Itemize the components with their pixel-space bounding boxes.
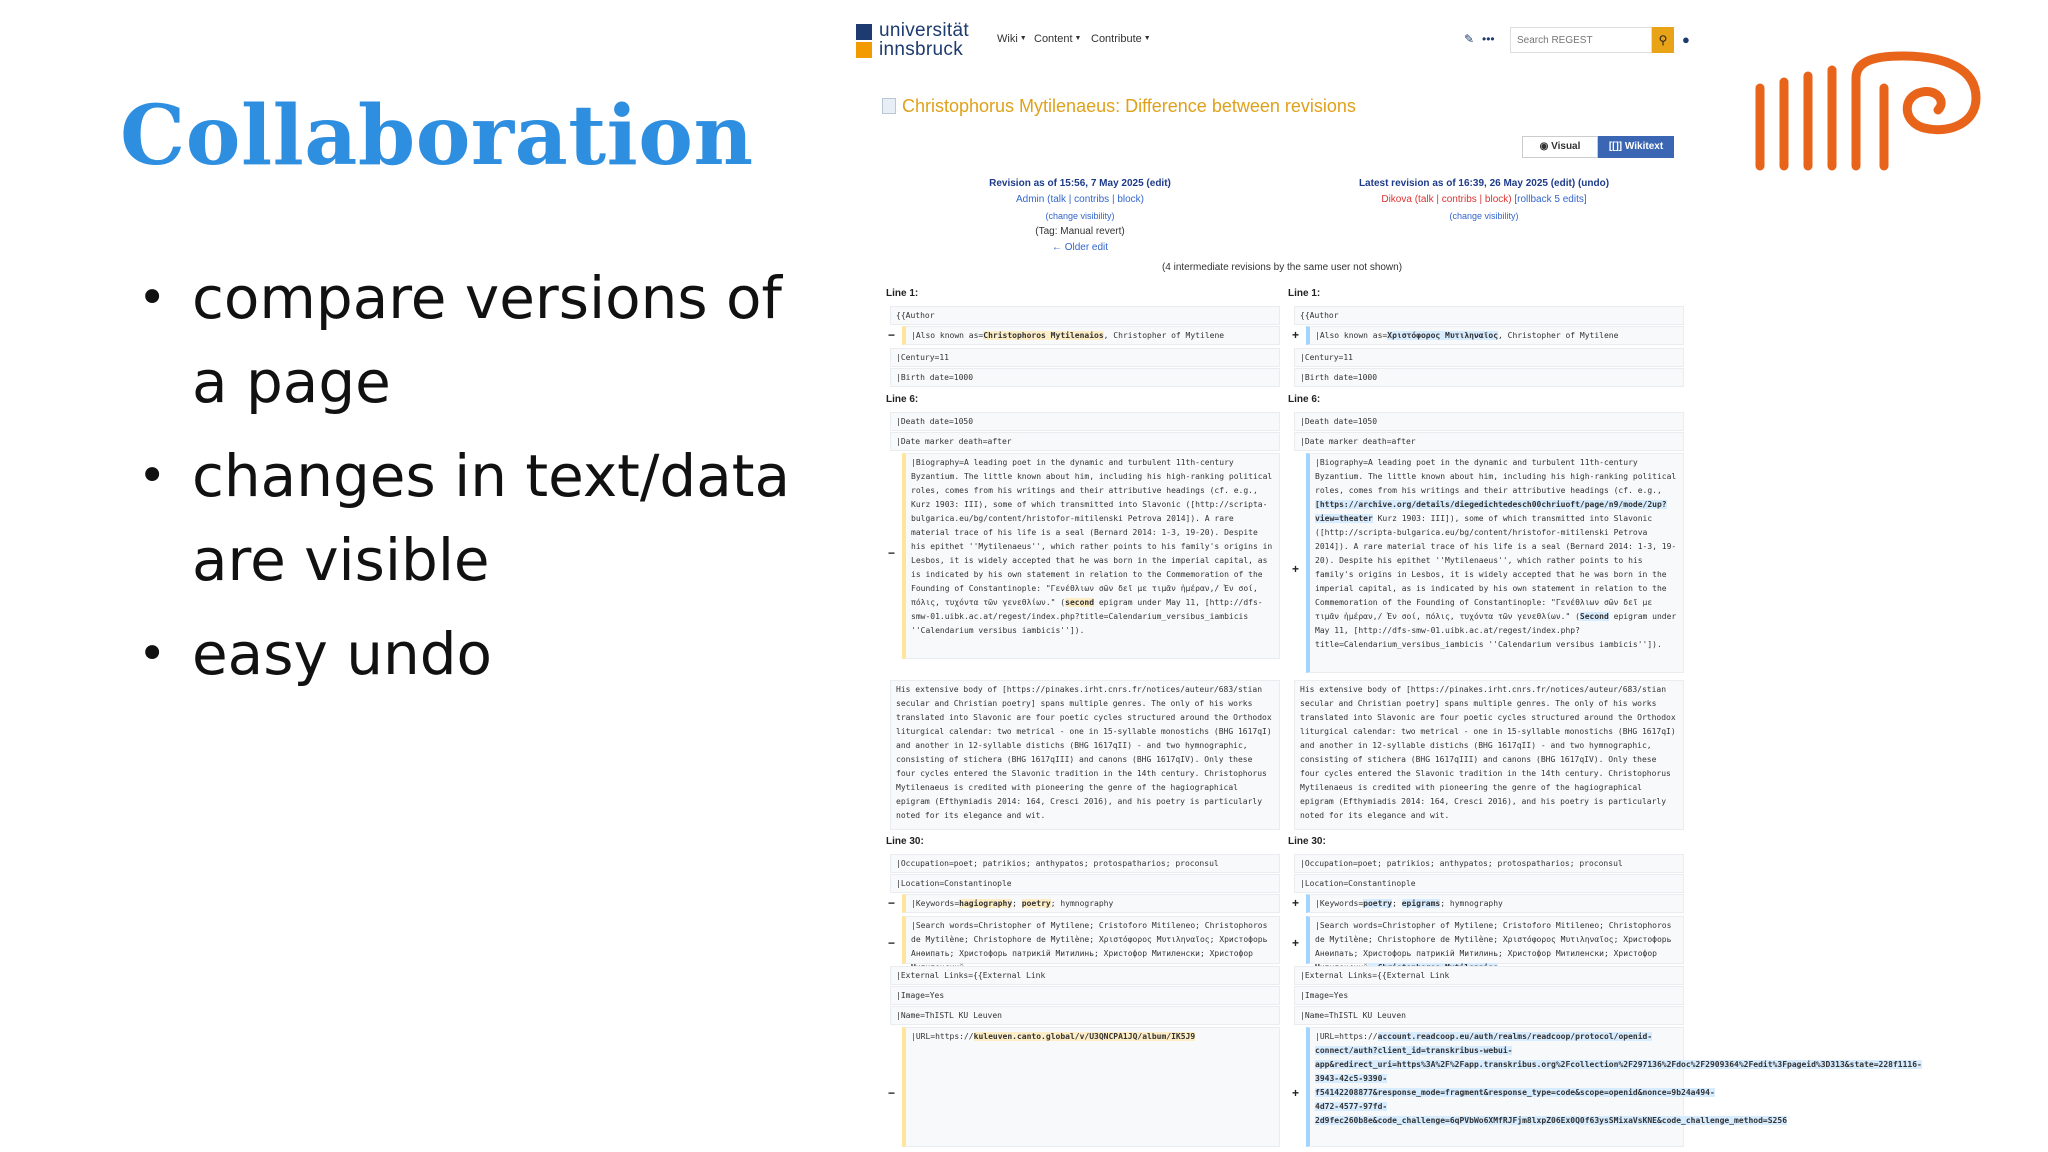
topbar: [856, 16, 1708, 66]
line-label: Line 6:: [1288, 394, 1321, 405]
page-title: Christophorus Mytilenaeus: Difference between revisions: [902, 96, 1356, 116]
added-keywords: |Keywords=poetry; epigrams; hymnography: [1306, 894, 1684, 913]
added-marker: +: [1292, 562, 1300, 576]
added-marker: +: [1292, 936, 1300, 950]
context-line-right: |Century=11: [1294, 348, 1684, 367]
left-revision-heading[interactable]: Revision as of 15:56, 7 May 2025 (edit): [989, 178, 1171, 189]
context-line-left: |External Links={{External Link: [890, 966, 1280, 985]
search-input[interactable]: [1510, 27, 1652, 53]
context-body-left: His extensive body of [https://pinakes.irht.cnrs.fr/notices/auteur/683/stian secular and Christian poetry] spans multiple genres. The only of his works translated into Slavonic are four poetic cycles structured around the Orthodox liturgical calendar: two metrical - one in 15-syllable monostichs (BHG 1617qI) and another in 12-syllable distichs (BHG 1617qII) - and two hymnographic, consisting of stichera (BHG 1617qIII) and canons (BHG 1617qIV). Only these four cycles entered the Slavonic tradition in the 14th century. Christophorus Mytilenaeus is credited with pioneering the genre of the hagiographical epigram (Efthymiadis 2014: 164, Cresci 2016), and his poetry is particularly noted for its elegance and wit.: [890, 680, 1280, 830]
left-change-visibility[interactable]: (change visibility): [1045, 211, 1115, 221]
deleted-marker: −: [888, 328, 896, 342]
line-label: Line 30:: [1288, 836, 1326, 847]
older-edit-link[interactable]: ← Older edit: [1051, 242, 1109, 253]
added-marker: +: [1292, 1086, 1300, 1100]
bullet-text: changes in text/data are visible: [192, 442, 791, 594]
context-line-right: |Date marker death=after: [1294, 432, 1684, 451]
context-line-right: |Image=Yes: [1294, 986, 1684, 1005]
wikitext-button[interactable]: [[]] Wikitext: [1598, 136, 1674, 158]
more-icon[interactable]: •••: [1482, 32, 1495, 46]
context-line-left: |Occupation=poet; patrikios; anthypatos; protospatharios; proconsul: [890, 854, 1280, 873]
context-body-right: His extensive body of [https://pinakes.irht.cnrs.fr/notices/auteur/683/stian secular and Christian poetry] spans multiple genres. The only of his works translated into Slavonic are four poetic cycles structured around the Orthodox liturgical calendar: two metrical - one in 15-syllable monostichs (BHG 1617qI) and another in 12-syllable distichs (BHG 1617qII) - and two hymnographic, consisting of stichera (BHG 1617qIII) and canons (BHG 1617qIV). Only these four cycles entered the Slavonic tradition in the 14th century. Christophorus Mytilenaeus is credited with pioneering the genre of the hagiographical epigram (Efthymiadis 2014: 164, Cresci 2016), and his poetry is particularly noted for its elegance and wit.: [1294, 680, 1684, 830]
deleted-line: |Also known as=Christophoros Mytilenaios, Christopher of Mytilene: [902, 326, 1280, 345]
right-revision-heading[interactable]: Latest revision as of 16:39, 26 May 2025 (edit) (undo): [1358, 178, 1610, 189]
visual-button[interactable]: ◉ Visual: [1522, 136, 1598, 158]
context-line-right: |Occupation=poet; patrikios; anthypatos; protospatharios; proconsul: [1294, 854, 1684, 873]
context-line-left: |Death date=1050: [890, 412, 1280, 431]
context-line-left: |Date marker death=after: [890, 432, 1280, 451]
bullet-dot: •: [138, 626, 167, 682]
deleted-marker: −: [888, 546, 896, 560]
diff-screenshot: [856, 16, 1922, 1152]
deleted-marker: −: [888, 936, 896, 950]
nav-contribute[interactable]: Contribute ▼: [1091, 33, 1151, 45]
bullet-item: [130, 434, 830, 602]
right-change-visibility[interactable]: (change visibility): [1449, 211, 1519, 221]
eye-icon: ◉: [1539, 141, 1552, 152]
line-label: Line 1:: [1288, 288, 1321, 299]
context-line-right: |External Links={{External Link: [1294, 966, 1684, 985]
line-label: Line 6:: [886, 394, 919, 405]
context-line-right: |Birth date=1000: [1294, 368, 1684, 387]
rollback-link[interactable]: [rollback 5 edits]: [1514, 194, 1587, 205]
added-search-words: |Search words=Christopher of Mytilene; Cristoforo Mitileneo; Christophoros de Mytilène; Christophore de Mytilène; Χριστόφορος Μυτιληναῖος; Христофорь Анөипать; Христофорь патрикій Митилинь; Христофор Митиленски; Христофор: [1306, 916, 1684, 964]
left-revision-user[interactable]: Admin (talk | contribs | block): [1015, 194, 1144, 205]
context-line-left: |Birth date=1000: [890, 368, 1280, 387]
bullet-dot: •: [138, 448, 167, 504]
right-revision-info: [1284, 176, 1684, 224]
nav-content[interactable]: Content ▼: [1034, 33, 1082, 45]
context-line-left: |Image=Yes: [890, 986, 1280, 1005]
left-revision-info: [880, 176, 1280, 256]
edit-icon[interactable]: ✎: [1464, 32, 1475, 46]
added-line: |Also known as=Χριστόφορος Μυτιληναῖος, Christopher of Mytilene: [1306, 326, 1684, 345]
wikitext-icon: [[]]: [1608, 141, 1625, 152]
context-line-left: {{Author: [890, 306, 1280, 325]
line-label: Line 30:: [886, 836, 924, 847]
context-line-right: {{Author: [1294, 306, 1684, 325]
slide-title: Collaboration: [120, 88, 754, 184]
added-url: |URL=https://account.readcoop.eu/auth/realms/readcoop/protocol/openid-connect/auth?client_id=transkribus-webui-app&redirect_uri=https%3A%2F%2Fapp.transkribus.org%2Fcollection%2F297136%2Fdoc%2F2909364%2Fedit%3Fpageid%3D313&state=228f1116-3943-42c5-9390-f54142208877&response_mode=fragment&response_type=code&scope=openid&nonce=9b24a494-4d72-4577-97fd-2d9fec260b8e&code_challenge=6qPVbWo6XMfRJFjm8lxpZ06Ex0Q0f63ysSMixaVsKNE&code_challenge_method=S256: [1306, 1027, 1684, 1147]
user-icon[interactable]: ●: [1682, 32, 1690, 47]
deleted-keywords: |Keywords=hagiography; poetry; hymnography: [902, 894, 1280, 913]
uibk-logo-mark[interactable]: [856, 24, 872, 58]
added-biography: |Biography=A leading poet in the dynamic and turbulent 11th-century Byzantium. The little known about him, including his high-ranking political roles, comes from his writings and their attributive headings (cf. e.g., [https://archive.org/details/diegedichtedesch00chriuoft/page/n9/mode/2up?view=theater Kurz 1903: III]), some of which transmitted into Slavonic ([http://scripta-bulgarica.eu/bg/content/hristofor-mitilenski Petrova 2014]). A rare material trace of his life is a seal (Bernard 2014: 1-3, 19-20). Despite his epithet ''Mytilenaeus'', which rather points to his family's origins in Lesbos, it is widely accepted that he was born in the imperial capital, as is indicated by his own statement in relation to the Commemoration of the Founding of Constantinople: "Γενέθλιων σῶν δεῖ με τιμᾶν ἡμέραν,/ Ἐν σοί, πόλις, τυχόντα τῶν γενεθλίων." (Second epigram under May 11, [http://dfs-smw-01.uibk.ac.at/regest/index.php?title=Calendarium_versibus_iambicis ''Calendarium versibus iambicis'']).: [1306, 453, 1684, 673]
uibk-logo-text[interactable]: universität innsbruck: [879, 20, 969, 60]
context-line-right: |Name=ThISTL KU Leuven: [1294, 1006, 1684, 1025]
left-tag: (Tag: Manual revert): [1035, 226, 1125, 237]
page-icon: [882, 98, 896, 114]
bullet-text: easy undo: [192, 620, 493, 688]
view-toggle: [1522, 136, 1674, 158]
deleted-marker: −: [888, 896, 896, 910]
bullet-list: [130, 256, 830, 706]
deleted-search-words: |Search words=Christopher of Mytilene; Cristoforo Mitileneo; Christophoros de Mytilène; Christophore de Mytilène; Χριστόφορος Μυτιληναῖος; Христофорь Анөипать; Христофорь патрикій Митилинь; Христофор Митиленски; Христофор: [902, 916, 1280, 964]
context-line-left: |Location=Constantinople: [890, 874, 1280, 893]
bullet-item: [130, 612, 830, 696]
bullet-text: compare versions of a page: [192, 264, 782, 416]
right-revision-user[interactable]: Dikova (talk | contribs | block): [1381, 194, 1512, 205]
nav-wiki[interactable]: Wiki ▼: [997, 33, 1027, 45]
context-line-left: |Name=ThISTL KU Leuven: [890, 1006, 1280, 1025]
institute-logo: [1752, 48, 1984, 174]
deleted-url: |URL=https://kuleuven.canto.global/v/U3QNCPA1JQ/album/IK5J9: [902, 1027, 1280, 1147]
context-line-left: |Century=11: [890, 348, 1280, 367]
context-line-right: |Death date=1050: [1294, 412, 1684, 431]
search-icon[interactable]: ⚲: [1652, 27, 1674, 53]
page-heading: [882, 96, 1356, 117]
added-marker: +: [1292, 896, 1300, 910]
bullet-item: [130, 256, 830, 424]
added-marker: +: [1292, 328, 1300, 342]
bullet-dot: •: [138, 270, 167, 326]
intermediate-note: (4 intermediate revisions by the same user not shown): [1161, 262, 1403, 273]
context-line-right: |Location=Constantinople: [1294, 874, 1684, 893]
deleted-biography: |Biography=A leading poet in the dynamic and turbulent 11th-century Byzantium. The little known about him, including his high-ranking political roles, comes from his writings and their attributive headings (cf. e.g., Kurz 1903: III), some of which transmitted into Slavonic ([http://scripta-bulgarica.eu/bg/content/hristofor-mitilenski Petrova 2014]). A rare material trace of his life is a seal (Bernard 2014: 1-3, 19-20). Despite his epithet ''Mytilenaeus'', which rather points to his family's origins in Lesbos, it is widely accepted that he was born in the imperial capital, as is indicated by his own statement in relation to the Commemoration of the Founding of Constantinople: "Γενέθλιων σῶν δεῖ με τιμᾶν ἡμέραν,/ Ἐν σοί, πόλις, τυχόντα τῶν γενεθλίων." (second epigram under May 11, [http://dfs-smw-01.uibk.ac.at/regest/index.php?title=Calendarium_versibus_iambicis ''Calendarium versibus iambicis'']).: [902, 453, 1280, 659]
line-label: Line 1:: [886, 288, 919, 299]
deleted-marker: −: [888, 1086, 896, 1100]
